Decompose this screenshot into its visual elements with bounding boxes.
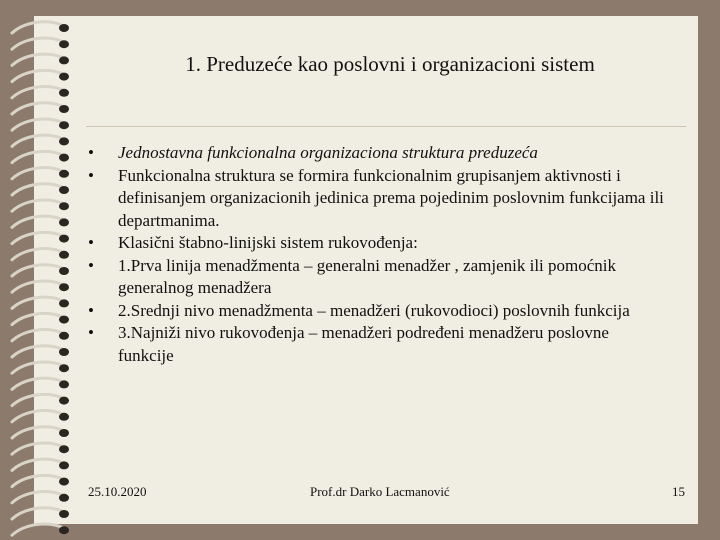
binding-ring bbox=[12, 378, 64, 389]
binding-ring bbox=[12, 443, 64, 454]
bullet-item bbox=[88, 232, 668, 255]
binding-ring bbox=[12, 297, 64, 308]
binding-hole bbox=[59, 445, 69, 453]
binding-ring bbox=[12, 265, 64, 276]
bullet-text: Jednostavna funkcionalna organizaciona struktura preduzeća bbox=[118, 143, 538, 162]
binding-hole bbox=[59, 413, 69, 421]
binding-hole bbox=[59, 461, 69, 469]
binding-hole bbox=[59, 40, 69, 48]
binding-hole bbox=[59, 494, 69, 502]
bullet-item bbox=[88, 255, 668, 300]
binding-hole bbox=[59, 267, 69, 275]
binding-ring bbox=[12, 232, 64, 243]
bullet-dot: • bbox=[88, 323, 94, 342]
bullet-text: Funkcionalna struktura se formira funkcionalnim grupisanjem aktivnosti i definisanjem organizacionih jedinica prema pojedinim poslovnim funkcijama ili departmanima. bbox=[118, 165, 664, 230]
binding-ring bbox=[12, 168, 64, 179]
binding-hole bbox=[59, 186, 69, 194]
slide-title: 1. Preduzeće kao poslovni i organizacioni sistem bbox=[185, 52, 595, 76]
binding-hole bbox=[59, 348, 69, 356]
binding-hole bbox=[59, 73, 69, 81]
bullet-item bbox=[88, 300, 668, 323]
footer-date: 25.10.2020 bbox=[88, 484, 147, 499]
binding-hole bbox=[59, 170, 69, 178]
bullet-dot: • bbox=[88, 233, 94, 252]
binding-ring bbox=[12, 54, 64, 65]
binding-ring bbox=[12, 216, 64, 227]
bullet-text: 3.Najniži nivo rukovođenja – menadžeri podređeni menadžeru poslovne funkcije bbox=[118, 323, 609, 365]
binding-hole bbox=[59, 218, 69, 226]
binding-ring bbox=[12, 22, 64, 33]
binding-hole bbox=[59, 137, 69, 145]
title-divider bbox=[86, 126, 686, 127]
bullet-list bbox=[88, 142, 668, 367]
bullet-dot: • bbox=[88, 300, 94, 320]
bullet-text: 1.Prva linija menadžmenta – generalni menadžer , zamjenik ili pomoćnik generalnog menadžera bbox=[118, 255, 617, 297]
binding-ring bbox=[12, 330, 64, 341]
binding-hole bbox=[59, 89, 69, 97]
binding-hole bbox=[59, 429, 69, 437]
binding-ring bbox=[12, 313, 64, 324]
binding-ring bbox=[12, 281, 64, 292]
binding-ring bbox=[12, 346, 64, 357]
binding-ring bbox=[12, 119, 64, 130]
bullet-dot: • bbox=[88, 255, 94, 275]
binding-hole bbox=[59, 510, 69, 518]
binding-ring bbox=[12, 492, 64, 503]
binding-hole bbox=[59, 202, 69, 210]
binding-ring bbox=[12, 524, 64, 535]
binding-hole bbox=[59, 283, 69, 291]
bullet-dot: • bbox=[88, 165, 94, 185]
binding-hole bbox=[59, 105, 69, 113]
bullet-dot: • bbox=[88, 143, 94, 162]
binding-ring bbox=[12, 362, 64, 373]
bullet-text: Klasični štabno-linijski sistem rukovođenja: bbox=[118, 233, 418, 252]
binding-hole bbox=[59, 526, 69, 534]
bullet-item bbox=[88, 165, 668, 233]
binding-hole bbox=[59, 56, 69, 64]
binding-ring bbox=[12, 411, 64, 422]
binding-hole bbox=[59, 478, 69, 486]
binding-hole bbox=[59, 332, 69, 340]
binding-ring bbox=[12, 87, 64, 98]
binding-ring bbox=[12, 394, 64, 405]
binding-ring bbox=[12, 200, 64, 211]
binding-ring bbox=[12, 508, 64, 519]
spiral-binding bbox=[0, 0, 80, 540]
binding-hole bbox=[59, 251, 69, 259]
binding-ring bbox=[12, 475, 64, 486]
bullet-item bbox=[88, 142, 668, 165]
binding-ring bbox=[12, 249, 64, 260]
bullet-text: 2.Srednji nivo menadžmenta – menadžeri (rukovodioci) poslovnih funkcija bbox=[118, 300, 630, 320]
binding-ring bbox=[12, 135, 64, 146]
binding-hole bbox=[59, 364, 69, 372]
binding-hole bbox=[59, 316, 69, 324]
binding-hole bbox=[59, 121, 69, 129]
binding-hole bbox=[59, 154, 69, 162]
binding-ring bbox=[12, 38, 64, 49]
binding-hole bbox=[59, 235, 69, 243]
binding-hole bbox=[59, 397, 69, 405]
binding-ring bbox=[12, 459, 64, 470]
binding-ring bbox=[12, 151, 64, 162]
binding-hole bbox=[59, 380, 69, 388]
bullet-item bbox=[88, 322, 668, 367]
footer-author: Prof.dr Darko Lacmanović bbox=[310, 484, 450, 499]
binding-hole bbox=[59, 299, 69, 307]
binding-hole bbox=[59, 24, 69, 32]
binding-ring bbox=[12, 70, 64, 81]
binding-ring bbox=[12, 184, 64, 195]
footer-page-number: 15 bbox=[672, 484, 685, 499]
binding-ring bbox=[12, 103, 64, 114]
binding-ring bbox=[12, 427, 64, 438]
